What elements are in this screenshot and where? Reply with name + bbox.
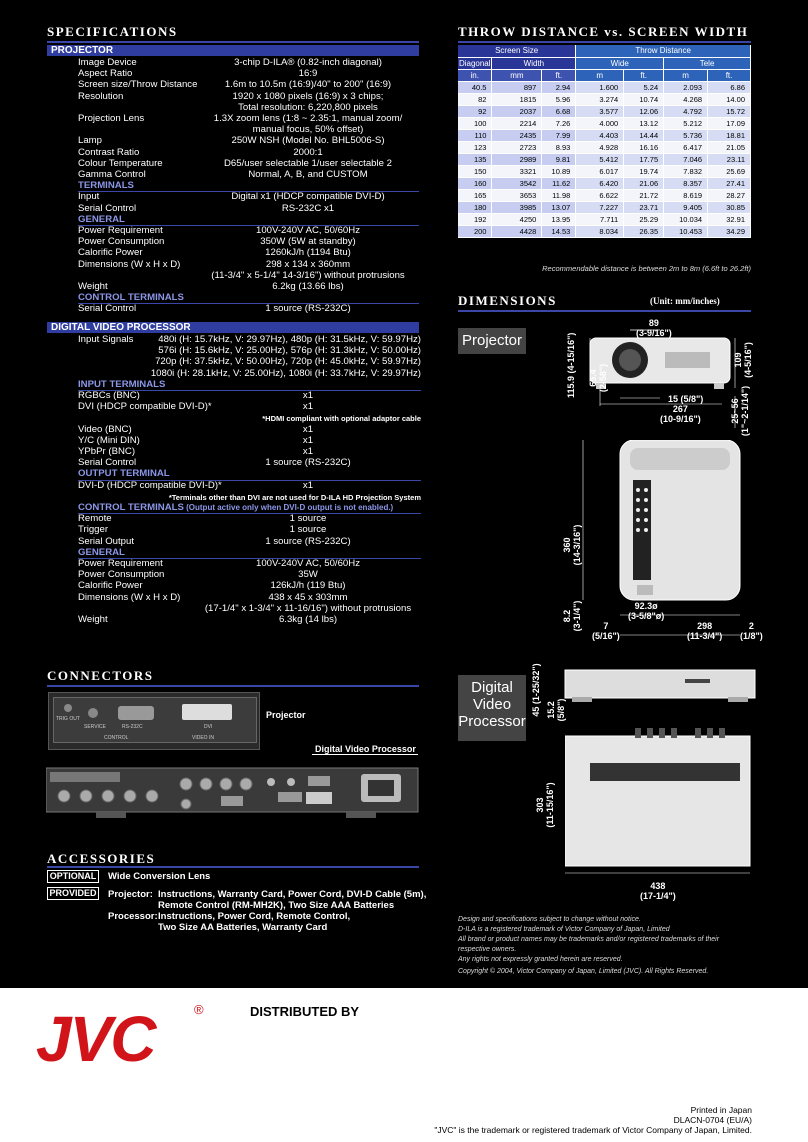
table-cell: 160 <box>458 177 492 189</box>
spec-label: Resolution <box>78 90 124 102</box>
dvi-port <box>182 704 232 720</box>
dim-92: 92.3ø (3-5/8"ø) <box>628 601 665 621</box>
panel-service: SERVICE <box>84 724 106 730</box>
dvp-label-line-2: Video <box>472 696 512 713</box>
table-row <box>458 153 751 165</box>
spec-label: Calorific Power <box>78 580 143 592</box>
legal-notes <box>458 915 758 977</box>
spec-value: 3-chip D-ILA® (0.82-inch diagonal) <box>234 57 382 68</box>
table-cell: 6.86 <box>708 81 751 93</box>
table-cell: 13.95 <box>542 213 576 225</box>
dim-360: 360 (14-3/16") <box>562 524 582 566</box>
spec-value: RS-232C x1 <box>281 202 335 214</box>
table-cell: 3.274 <box>576 93 624 105</box>
table-row <box>458 225 751 237</box>
dvp-label-line-1: Digital <box>471 679 513 696</box>
table-cell: 4.000 <box>576 117 624 129</box>
trig-port <box>64 704 72 712</box>
table-cell: 11.62 <box>542 177 576 189</box>
terminals-header: TERMINALS <box>78 180 419 192</box>
dim-7: 7 (5/16") <box>592 621 620 641</box>
table-row <box>458 177 751 189</box>
table-cell: 19.74 <box>624 165 664 177</box>
table-cell: 100 <box>458 117 492 129</box>
spec-value: 6.3kg (14 lbs) <box>278 614 338 625</box>
table-cell: 8.619 <box>664 189 708 201</box>
throw-title: THROW DISTANCE vs. SCREEN WIDTH <box>458 24 749 39</box>
th-unit: m <box>664 69 708 81</box>
table-cell: 28.27 <box>708 189 751 201</box>
projector-connector-panel <box>48 692 260 750</box>
th-unit: mm <box>492 69 542 81</box>
throw-distance-table <box>458 45 751 238</box>
table-cell: 10.89 <box>542 165 576 177</box>
th-unit: in. <box>458 69 492 81</box>
spec-value: x1 <box>302 479 314 491</box>
table-cell: 9.81 <box>542 153 576 165</box>
spec-label: Power Consumption <box>78 569 165 581</box>
spec-value: 1.3X zoom lens (1:8 ~ 2.35:1, manual zoom/ <box>213 113 403 124</box>
dvp-rear-panel <box>46 764 420 824</box>
spec-label: Trigger <box>78 524 109 536</box>
table-cell: 7.711 <box>576 213 624 225</box>
table-cell: 192 <box>458 213 492 225</box>
input-signals-label: Input Signals <box>78 334 134 345</box>
table-cell: 5.96 <box>542 93 576 105</box>
jvc-logo <box>36 1004 155 1074</box>
table-cell: 40.5 <box>458 81 492 93</box>
projector-top-drawing <box>575 440 755 640</box>
table-cell: 3542 <box>492 177 542 189</box>
spec-value: 438 x 45 x 303mm <box>268 591 348 603</box>
spec-label: Serial Control <box>78 457 137 469</box>
panel-rs232c: RS-232C <box>122 724 143 730</box>
th-unit: m <box>576 69 624 81</box>
legal-line-4: respective owners. <box>458 946 517 953</box>
spec-value: Digital x1 (HDCP compatible DVI-D) <box>231 191 385 203</box>
table-cell: 21.06 <box>624 177 664 189</box>
table-cell: 4428 <box>492 225 542 237</box>
spec-label: Weight <box>78 614 108 625</box>
trademark-note: "JVC" is the trademark or registered trademark of Victor Company of Japan, Limited. <box>434 1125 752 1135</box>
projector-spec-list <box>78 57 419 322</box>
spec-value: manual focus, 50% offset) <box>252 124 364 136</box>
dimensions-underline <box>458 310 751 312</box>
table-cell: 2037 <box>492 105 542 117</box>
processor-top-drawing <box>565 728 755 878</box>
spec-value: 1 source (RS-232C) <box>265 535 351 547</box>
spec-title: SPECIFICATIONS <box>47 24 178 39</box>
spec-label: Screen size/Throw Distance <box>78 79 198 91</box>
hdmi-note: *HDMI compliant with optional adaptor cable <box>262 414 421 424</box>
th-unit: ft. <box>624 69 664 81</box>
table-cell: 14.00 <box>708 93 751 105</box>
table-cell: 3.577 <box>576 105 624 117</box>
th-throw-distance: Throw Distance <box>576 45 751 57</box>
spec-label: Dimensions (W x H x D) <box>78 591 181 603</box>
acc-projector-label: Projector: <box>108 889 153 900</box>
spec-label: Aspect Ratio <box>78 68 133 80</box>
table-row <box>458 93 751 105</box>
th-unit: ft. <box>708 69 751 81</box>
table-cell: 17.75 <box>624 153 664 165</box>
input-signal-line: 576i (H: 15.6kHz, V: 25.00Hz), 576p (H: 31.3kHz, V: 50.00Hz) <box>158 345 421 357</box>
table-cell: 123 <box>458 141 492 153</box>
table-cell: 9.405 <box>664 201 708 213</box>
table-cell: 6.420 <box>576 177 624 189</box>
spec-label: Serial Control <box>78 303 137 315</box>
dvp-spec-list <box>78 334 421 634</box>
table-cell: 5.412 <box>576 153 624 165</box>
table-cell: 7.832 <box>664 165 708 177</box>
table-cell: 5.24 <box>624 81 664 93</box>
table-row <box>458 189 751 201</box>
accessories-title: ACCESSORIES <box>47 851 156 866</box>
spec-value: 126kJ/h (119 Btu) <box>270 580 346 592</box>
spec-label: Serial Control <box>78 202 137 214</box>
spec-value: x1 <box>302 434 314 446</box>
spec-label: Video (BNC) <box>78 423 132 435</box>
table-cell: 21.72 <box>624 189 664 201</box>
table-cell: 16.16 <box>624 141 664 153</box>
printed-in: Printed in Japan <box>690 1105 752 1115</box>
spec-value: 1920 x 1080 pixels (16:9) x 3 chips; <box>232 90 384 102</box>
dim-25: 25~56 (1"~2-1/14") <box>730 385 750 437</box>
spec-label: Power Requirement <box>78 558 163 569</box>
spec-value: (17-1/4" x 1-3/4" x 11-16/16") without protrusions <box>204 602 412 614</box>
table-cell: 897 <box>492 81 542 93</box>
spec-label: Calorific Power <box>78 247 143 259</box>
table-cell: 32.91 <box>708 213 751 225</box>
table-cell: 10.034 <box>664 213 708 225</box>
table-cell: 150 <box>458 165 492 177</box>
spec-value: 1 source <box>289 524 327 536</box>
optional-tag: OPTIONAL <box>47 870 99 883</box>
panel-dvi: DVI <box>204 724 213 730</box>
table-cell: 3321 <box>492 165 542 177</box>
panel-video: VIDEO IN <box>192 735 214 741</box>
table-cell: 5.736 <box>664 129 708 141</box>
acc-processor-label: Processor: <box>108 911 158 922</box>
spec-label: Image Device <box>78 57 137 68</box>
table-cell: 6.622 <box>576 189 624 201</box>
control-terminals-note: (Output active only when DVI-D output is not enabled.) <box>183 503 394 512</box>
table-cell: 12.06 <box>624 105 664 117</box>
dim-298: 298 (11-3/4") <box>687 621 723 641</box>
table-cell: 2.093 <box>664 81 708 93</box>
table-cell: 4.792 <box>664 105 708 117</box>
input-signal-line: 480i (H: 15.7kHz, V: 29.97Hz), 480p (H: 31.5kHz, V: 59.97Hz) <box>158 334 421 345</box>
control-terminals-header: CONTROL TERMINALS <box>78 292 419 304</box>
table-cell: 2989 <box>492 153 542 165</box>
spec-value: 100V-240V AC, 50/60Hz <box>255 558 360 569</box>
processor-front-drawing <box>560 665 760 710</box>
spec-label: Weight <box>78 281 108 292</box>
output-note: *Terminals other than DVI are not used for D-ILA HD Projection System <box>168 492 421 502</box>
th-wide: Wide <box>576 57 664 69</box>
spec-value: Total resolution: 6,220,800 pixels <box>238 101 378 113</box>
spec-value: 350W (5W at standby) <box>260 236 356 248</box>
table-cell: 17.09 <box>708 117 751 129</box>
spec-label: Serial Output <box>78 535 134 547</box>
provided-tag: PROVIDED <box>47 887 99 900</box>
dvp-general-header: GENERAL <box>78 547 421 559</box>
dim-projector-label: Projector <box>458 328 526 354</box>
table-row <box>458 129 751 141</box>
dvp-bar: DIGITAL VIDEO PROCESSOR <box>47 322 419 333</box>
spec-value: 16:9 <box>298 68 318 80</box>
legal-line-2: D-ILA is a registered trademark of Victor Company of Japan, Limited <box>458 926 670 933</box>
table-cell: 27.41 <box>708 177 751 189</box>
connectors-title: CONNECTORS <box>47 668 154 683</box>
spec-value: 1 source (RS-232C) <box>265 303 351 315</box>
table-cell: 2214 <box>492 117 542 129</box>
table-row <box>458 141 751 153</box>
spec-value: Normal, A, B, and CUSTOM <box>248 169 368 180</box>
spec-underline <box>47 41 419 43</box>
table-cell: 18.81 <box>708 129 751 141</box>
table-cell: 14.44 <box>624 129 664 141</box>
table-cell: 135 <box>458 153 492 165</box>
table-cell: 10.74 <box>624 93 664 105</box>
table-cell: 8.357 <box>664 177 708 189</box>
table-cell: 13.12 <box>624 117 664 129</box>
table-cell: 21.05 <box>708 141 751 153</box>
throw-note: Recommendable distance is between 2m to 8m (6.6ft to 26.2ft) <box>542 264 751 273</box>
spec-value: D65/user selectable 1/user selectable 2 <box>224 157 392 169</box>
output-terminal-header: OUTPUT TERMINAL <box>78 468 421 480</box>
table-cell: 1.600 <box>576 81 624 93</box>
dim-8: 8.2 (3-1/4") <box>562 600 582 632</box>
acc-processor-line-2: Two Size AA Batteries, Warranty Card <box>158 922 328 933</box>
table-cell: 8.93 <box>542 141 576 153</box>
dvp-label-line <box>312 754 418 755</box>
input-terminals-header: INPUT TERMINALS <box>78 379 421 391</box>
spec-value: 298 x 134 x 360mm <box>265 258 351 270</box>
control-terminals-title: CONTROL TERMINALS <box>78 502 184 513</box>
th-unit: ft. <box>542 69 576 81</box>
table-cell: 2.94 <box>542 81 576 93</box>
catalog-code: DLACN-0704 (EU/A) <box>673 1115 752 1125</box>
legal-line-1: Design and specifications subject to change without notice. <box>458 916 641 923</box>
table-cell: 26.35 <box>624 225 664 237</box>
table-cell: 180 <box>458 201 492 213</box>
table-cell: 3985 <box>492 201 542 213</box>
logo-registered: ® <box>194 1002 204 1017</box>
table-row <box>458 201 751 213</box>
table-cell: 4.403 <box>576 129 624 141</box>
spec-value: 250W NSH (Model No. BHL5006-S) <box>231 135 385 147</box>
spec-label: Contrast Ratio <box>78 146 140 158</box>
table-row <box>458 117 751 129</box>
dim-267: 267 (10-9/16") <box>660 404 701 424</box>
th-screen-size: Screen Size <box>458 45 576 57</box>
table-row <box>458 81 751 93</box>
spec-label: Colour Temperature <box>78 157 163 169</box>
spec-label: Power Consumption <box>78 236 165 248</box>
table-row <box>458 105 751 117</box>
th-tele: Tele <box>664 57 751 69</box>
table-cell: 6.417 <box>664 141 708 153</box>
table-cell: 15.72 <box>708 105 751 117</box>
table-cell: 30.85 <box>708 201 751 213</box>
optional-text: Wide Conversion Lens <box>108 871 211 882</box>
table-cell: 4.268 <box>664 93 708 105</box>
table-cell: 11.98 <box>542 189 576 201</box>
conn-projector-label: Projector <box>266 710 306 720</box>
dim-438: 438 (17-1/4") <box>640 881 676 901</box>
logo-text: JVC <box>36 1003 155 1075</box>
spec-value: 1.6m to 10.5m (16:9)/40" to 200" (16:9) <box>224 79 392 91</box>
table-cell: 5.212 <box>664 117 708 129</box>
table-cell: 13.07 <box>542 201 576 213</box>
spec-value: (11-3/4" x 5-1/4" 14-3/16") without protrusions <box>211 269 405 281</box>
th-diagonal: Diagonal <box>458 58 491 68</box>
spec-value: 1 source (RS-232C) <box>265 457 351 469</box>
table-cell: 165 <box>458 189 492 201</box>
spec-label: Projection Lens <box>78 113 145 124</box>
table-cell: 92 <box>458 105 492 117</box>
dim-15: 15 (5/8") <box>668 394 704 404</box>
dim-89: 89 (3-9/16") <box>636 318 672 338</box>
spec-value: x1 <box>302 401 314 413</box>
acc-projector-line-1: Instructions, Warranty Card, Power Cord, DVI-D Cable (5m), <box>158 889 427 900</box>
th-width: Width <box>492 57 576 69</box>
table-cell: 4250 <box>492 213 542 225</box>
spec-label: Dimensions (W x H x D) <box>78 258 181 270</box>
input-signal-line: 720p (H: 37.5kHz, V: 50.00Hz), 720p (H: 45.0kHz, V: 59.97Hz) <box>155 356 421 368</box>
table-cell: 34.29 <box>708 225 751 237</box>
dim-dvp-label <box>458 675 526 741</box>
table-row <box>458 213 751 225</box>
dim-115: 115.9 (4-15/16") <box>566 332 576 398</box>
table-cell: 7.26 <box>542 117 576 129</box>
spec-label: Lamp <box>78 135 102 147</box>
spec-value: 100V-240V AC, 50/60Hz <box>255 225 360 236</box>
spec-label: Remote <box>78 513 112 525</box>
conn-dvp-label: Digital Video Processor <box>315 744 416 754</box>
spec-value: x1 <box>302 446 314 457</box>
legal-line-5: Any rights not expressly granted herein are reserved. <box>458 956 623 963</box>
spec-label: Input <box>78 191 100 203</box>
projector-bar: PROJECTOR <box>47 45 419 56</box>
dim-15b: 15.2 (5/8") <box>546 698 566 722</box>
table-cell: 200 <box>458 225 492 237</box>
rs232c-port <box>118 706 154 720</box>
table-cell: 82 <box>458 93 492 105</box>
table-cell: 1815 <box>492 93 542 105</box>
footer <box>0 988 808 1142</box>
service-port <box>88 708 98 718</box>
legal-line-3: All brand or product names may be trademarks and/or registered trademarks of their <box>458 936 720 943</box>
table-cell: 25.29 <box>624 213 664 225</box>
throw-underline <box>458 41 751 43</box>
input-signal-line: 1080i (H: 28.1kHz, V: 25.00Hz), 1080i (H: 33.7kHz, V: 29.97Hz) <box>150 367 421 379</box>
panel-out: TRIG OUT <box>56 716 80 722</box>
spec-value: x1 <box>302 423 314 435</box>
spec-value: 6.2kg (13.66 lbs) <box>272 281 344 292</box>
spec-value: 35W <box>298 569 318 581</box>
dvp-label-line-3: Processor <box>458 713 526 730</box>
spec-label: DVI (HDCP compatible DVI-D)* <box>78 401 212 413</box>
table-row <box>458 165 751 177</box>
table-cell: 2435 <box>492 129 542 141</box>
table-cell: 3653 <box>492 189 542 201</box>
table-cell: 6.68 <box>542 105 576 117</box>
dim-109: 109 (4-5/16") <box>733 342 753 378</box>
table-cell: 10.453 <box>664 225 708 237</box>
spec-label: DVI-D (HDCP compatible DVI-D)* <box>78 479 222 491</box>
table-cell: 4.928 <box>576 141 624 153</box>
dimensions-unit: (Unit: mm/inches) <box>650 296 720 306</box>
general-header: GENERAL <box>78 214 419 226</box>
spec-value: 2000:1 <box>293 146 323 158</box>
spec-value: 1 source <box>289 513 327 525</box>
acc-processor-line-1: Instructions, Power Cord, Remote Control, <box>158 911 351 922</box>
dim-65: 65.4 (2-58") <box>588 363 608 393</box>
connectors-underline <box>47 685 419 687</box>
table-cell: 2723 <box>492 141 542 153</box>
table-cell: 6.017 <box>576 165 624 177</box>
dim-303: 303 (11-15/16") <box>535 782 555 828</box>
dim-2: 2 (1/8") <box>740 621 763 641</box>
dim-45: 45 (1-25/32") <box>531 663 541 717</box>
panel-control: CONTROL <box>104 735 129 741</box>
spec-label: RGBCs (BNC) <box>78 390 140 401</box>
accessories-underline <box>47 866 419 868</box>
distributed-by: DISTRIBUTED BY <box>250 1004 360 1019</box>
dimensions-title: DIMENSIONS <box>458 293 557 308</box>
table-cell: 25.69 <box>708 165 751 177</box>
spec-value: 1260kJ/h (1194 Btu) <box>265 247 351 259</box>
spec-label: YPbPr (BNC) <box>78 446 136 457</box>
table-cell: 7.046 <box>664 153 708 165</box>
table-cell: 7.99 <box>542 129 576 141</box>
legal-line-6: Copyright © 2004, Victor Company of Japan, Limited (JVC). All Rights Reserved. <box>458 968 709 975</box>
spec-label: Y/C (Mini DIN) <box>78 434 140 446</box>
table-cell: 7.227 <box>576 201 624 213</box>
table-cell: 23.11 <box>708 153 751 165</box>
table-cell: 8.034 <box>576 225 624 237</box>
spec-label: Gamma Control <box>78 169 146 180</box>
table-cell: 23.71 <box>624 201 664 213</box>
table-cell: 110 <box>458 129 492 141</box>
spec-value: x1 <box>302 390 314 401</box>
spec-label: Power Requirement <box>78 225 163 236</box>
acc-projector-line-2: Remote Control (RM-MH2K), Two Size AAA Batteries <box>158 900 395 911</box>
table-cell: 14.53 <box>542 225 576 237</box>
